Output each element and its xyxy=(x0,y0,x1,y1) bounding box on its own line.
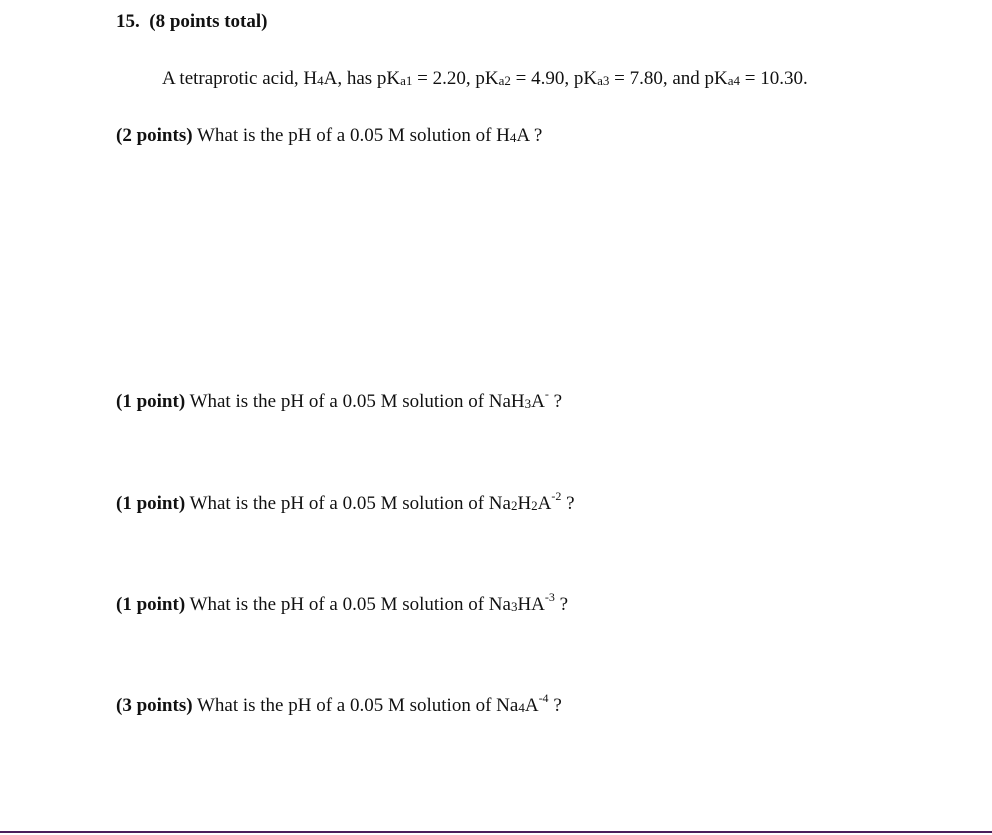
bottom-divider xyxy=(0,831,992,833)
question-part-1: (2 points) What is the pH of a 0.05 M solution of H4A ? xyxy=(116,125,543,146)
ion-charge: -4 xyxy=(538,691,549,705)
part-points: (2 points) xyxy=(116,125,193,146)
ion-charge: -3 xyxy=(544,590,555,604)
question-part-3: (1 point) What is the pH of a 0.05 M solution of $Na2H2A^{-2}$ ? xyxy=(116,489,575,514)
question-part-4: (1 point) What is the pH of a 0.05 M solution of $Na3HA^{-3}$ ? xyxy=(116,590,569,615)
intro-statement: A tetraprotic acid, H4A, has pKa1 = 2.20, pKa2 = 4.90, pKa3 = 7.80, and pKa4 = 10.30. xyxy=(162,68,808,89)
question-part-2: (1 point) What is the pH of a 0.05 M solution of NaH3A- ? xyxy=(116,387,563,412)
ion-charge: - xyxy=(544,387,549,401)
part-points: (1 point) xyxy=(116,493,186,514)
ion-charge: -2 xyxy=(551,489,562,503)
question-part-5: (3 points) What is the pH of a 0.05 M solution of $Na4A^{-4}$ ? xyxy=(116,691,562,716)
part-points: (1 point) xyxy=(116,391,186,412)
part-points: (1 point) xyxy=(116,594,186,615)
part-points: (3 points) xyxy=(116,695,193,716)
question-header xyxy=(116,10,267,34)
question-total-points: (8 points total) xyxy=(149,11,268,32)
question-number: 15. xyxy=(116,11,140,32)
